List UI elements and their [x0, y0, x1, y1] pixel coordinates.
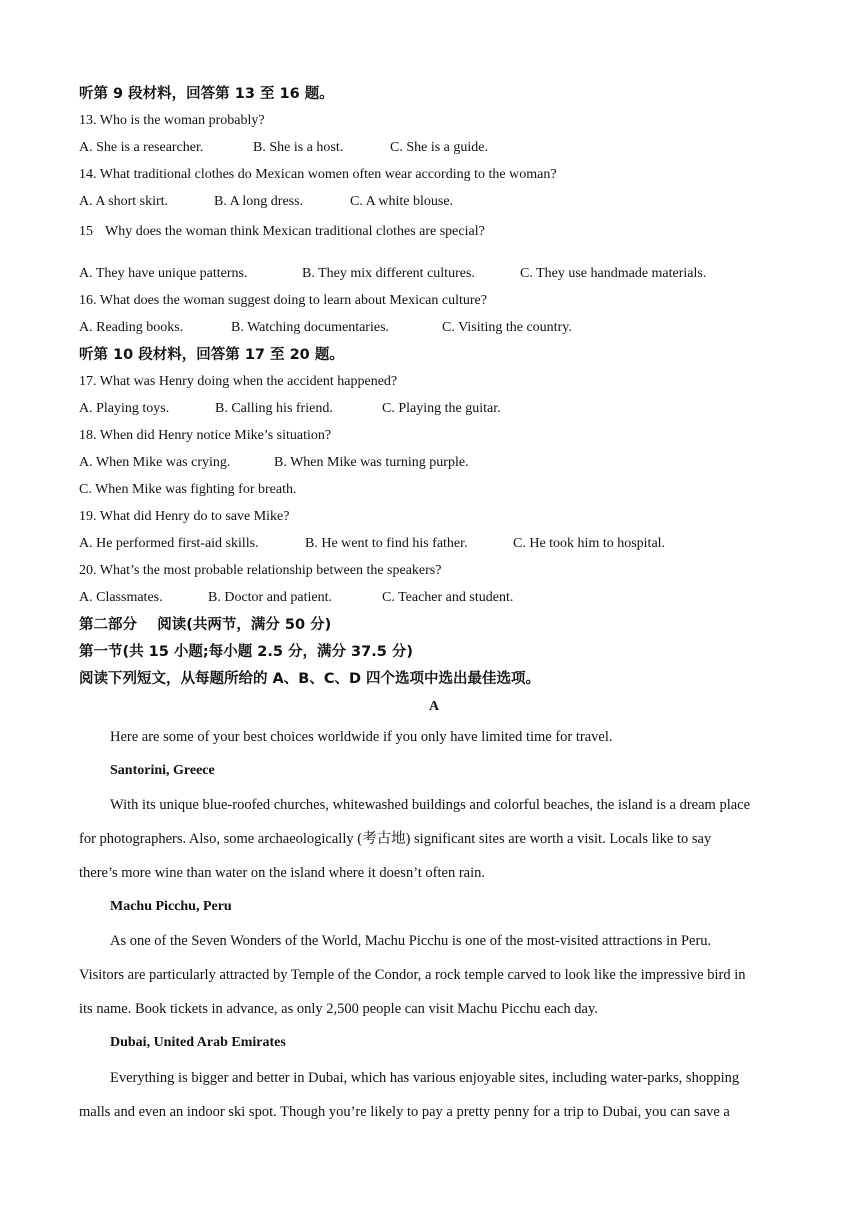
question-18: 18. When did Henry notice Mike’s situation? [79, 428, 332, 443]
option-b: B. Doctor and patient. [208, 590, 333, 605]
option-c: C. They use handmade materials. [520, 266, 707, 281]
question-16: 16. What does the woman suggest doing to learn about Mexican culture? [79, 293, 487, 308]
option-a: A. He performed first-aid skills. [79, 536, 259, 551]
passage-intro: Here are some of your best choices worldwide if you only have limited time for travel. [110, 729, 613, 745]
machu-picchu-line-3: its name. Book tickets in advance, as only 2,500 people can visit Machu Picchu each day. [79, 1001, 598, 1017]
option-c: C. Visiting the country. [442, 320, 572, 335]
machu-picchu-line-2: Visitors are particularly attracted by Temple of the Condor, a rock temple carved to look like the impressive bird in [79, 967, 746, 983]
option-a: A. A short skirt. [79, 194, 169, 209]
santorini-line-2: for photographers. Also, some archaeologically (考古地) significant sites are worth a visit. Locals like to say [79, 831, 712, 847]
option-a: A. She is a researcher. [79, 140, 204, 155]
option-b: B. Watching documentaries. [231, 320, 390, 335]
section-1-heading: 第一节(共 15 小题;每小题 2.5 分，满分 37.5 分) [79, 644, 413, 660]
option-a: A. Playing toys. [79, 401, 170, 416]
option-b: B. A long dress. [214, 194, 304, 209]
option-b: B. She is a host. [253, 140, 344, 155]
question-13: 13. Who is the woman probably? [79, 113, 265, 128]
option-a: A. When Mike was crying. [79, 455, 231, 470]
option-c: C. He took him to hospital. [513, 536, 666, 551]
dubai-line-1: Everything is bigger and better in Dubai, which has various enjoyable sites, including water-parks, shopping [110, 1070, 740, 1086]
part-2-heading: 第二部分 阅读(共两节，满分 50 分) [79, 617, 332, 633]
section-9-heading: 听第 9 段材料，回答第 13 至 16 题。 [79, 86, 334, 102]
question-20: 20. What’s the most probable relationship between the speakers? [79, 563, 442, 578]
santorini-line-3: there’s more wine than water on the island where it doesn’t often rain. [79, 865, 486, 881]
question-17: 17. What was Henry doing when the accident happened? [79, 374, 398, 389]
option-c: C. A white blouse. [350, 194, 454, 209]
option-c: C. When Mike was fighting for breath. [79, 482, 297, 497]
option-a: A. Reading books. [79, 320, 184, 335]
subheading-santorini: Santorini, Greece [110, 763, 215, 778]
question-number: 15 [79, 224, 93, 239]
reading-instruction: 阅读下列短文，从每题所给的 A、B、C、D 四个选项中选出最佳选项。 [79, 671, 541, 687]
option-b: B. When Mike was turning purple. [274, 455, 469, 470]
section-10-heading: 听第 10 段材料，回答第 17 至 20 题。 [79, 347, 344, 363]
question-19: 19. What did Henry do to save Mike? [79, 509, 290, 524]
question-14: 14. What traditional clothes do Mexican women often wear according to the woman? [79, 167, 557, 182]
option-c: C. She is a guide. [390, 140, 488, 155]
option-c: C. Playing the guitar. [382, 401, 501, 416]
option-b: B. They mix different cultures. [302, 266, 475, 281]
option-a: A. Classmates. [79, 590, 163, 605]
subheading-machu-picchu: Machu Picchu, Peru [110, 899, 232, 914]
dubai-line-2: malls and even an indoor ski spot. Though you’re likely to pay a pretty penny for a trip to Dubai, you can save a [79, 1104, 730, 1120]
option-b: B. Calling his friend. [215, 401, 333, 416]
option-c: C. Teacher and student. [382, 590, 514, 605]
subheading-dubai: Dubai, United Arab Emirates [110, 1035, 286, 1050]
machu-picchu-line-1: As one of the Seven Wonders of the World, Machu Picchu is one of the most-visited attractions in Peru. [110, 933, 712, 949]
option-b: B. He went to find his father. [305, 536, 468, 551]
passage-letter: A [428, 699, 440, 714]
question-text: Why does the woman think Mexican traditional clothes are special? [105, 224, 485, 239]
option-a: A. They have unique patterns. [79, 266, 248, 281]
santorini-line-1: With its unique blue-roofed churches, whitewashed buildings and colorful beaches, the island is a dream place [110, 797, 751, 813]
